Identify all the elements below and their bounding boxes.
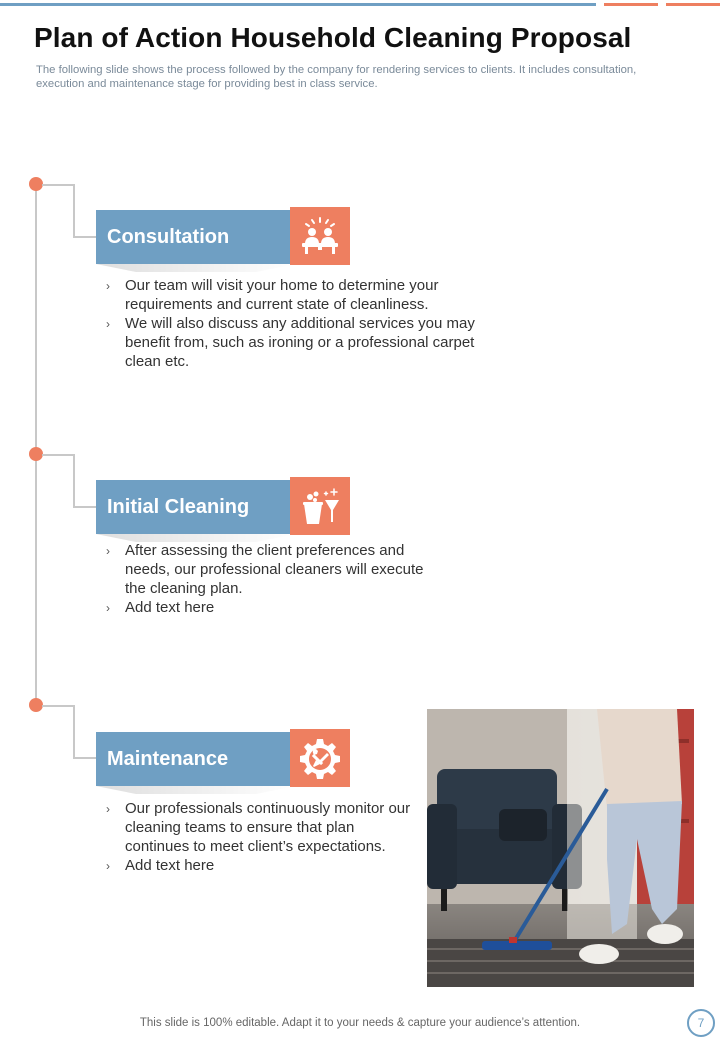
timeline-connector — [42, 184, 74, 186]
timeline-connector — [73, 506, 97, 508]
cleaning-supplies-icon — [290, 477, 350, 535]
top-accent-bar-blue — [0, 3, 596, 6]
bullet-text: Add text here — [125, 857, 215, 874]
stage-header-shadow — [96, 786, 296, 794]
bullet-text: After assessing the client preferences and needs, our professional cleaners will execute the cleaning plan. — [125, 542, 424, 597]
maintenance-gear-icon — [290, 729, 350, 787]
bullet-text: Add text here — [125, 599, 215, 616]
timeline-connector — [73, 454, 75, 507]
page-subtitle: The following slide shows the process followed by the company for rendering services to clients. It includes consultation, execution and maintenance stage for providing best in class service. — [36, 64, 637, 90]
bullet-marker: › — [106, 601, 110, 615]
page-title: Plan of Action Household Cleaning Proposal — [34, 22, 632, 53]
timeline-dot — [29, 698, 43, 712]
list-item — [106, 598, 476, 618]
timeline-connector — [73, 236, 97, 238]
bullet-marker: › — [106, 859, 110, 873]
stage-header-maintenance: Maintenance — [96, 732, 292, 786]
page-number-badge: 7 — [687, 1009, 715, 1037]
top-accent-bar-orange — [604, 3, 658, 6]
bullet-marker: › — [106, 544, 110, 558]
bullet-text: We will also discuss any additional services you may benefit from, such as ironing or a professional carpet clean etc. — [125, 315, 475, 370]
list-item — [106, 541, 476, 598]
stage-bullets-maintenance — [106, 799, 476, 876]
bullet-marker: › — [106, 802, 110, 816]
timeline-connector — [42, 705, 74, 707]
timeline-line — [35, 184, 37, 706]
list-item — [106, 314, 476, 371]
timeline-connector — [73, 757, 97, 759]
timeline-connector — [73, 705, 75, 758]
bullet-marker: › — [106, 279, 110, 293]
footer-note: This slide is 100% editable. Adapt it to your needs & capture your audience’s attention. — [139, 1017, 581, 1029]
timeline-dot — [29, 177, 43, 191]
bullet-text: Our professionals continuously monitor our cleaning teams to ensure that plan continues to meet client’s expectations. — [125, 800, 411, 855]
stage-header-consultation: Consultation — [96, 210, 292, 264]
cleaning-photo — [427, 709, 694, 987]
stage-header-shadow — [96, 264, 296, 272]
bullet-text: Our team will visit your home to determine your requirements and current state of cleanliness. — [125, 277, 439, 313]
top-accent-bar-orange — [666, 3, 720, 6]
timeline-dot — [29, 447, 43, 461]
bullet-marker: › — [106, 317, 110, 331]
timeline-connector — [42, 454, 74, 456]
list-item — [106, 276, 476, 314]
stage-bullets-consultation — [106, 276, 476, 371]
timeline-connector — [73, 184, 75, 237]
stage-bullets-initial-cleaning — [106, 541, 476, 618]
meeting-icon — [290, 207, 350, 265]
stage-header-initial-cleaning: Initial Cleaning — [96, 480, 292, 534]
list-item — [106, 856, 476, 876]
list-item — [106, 799, 476, 856]
